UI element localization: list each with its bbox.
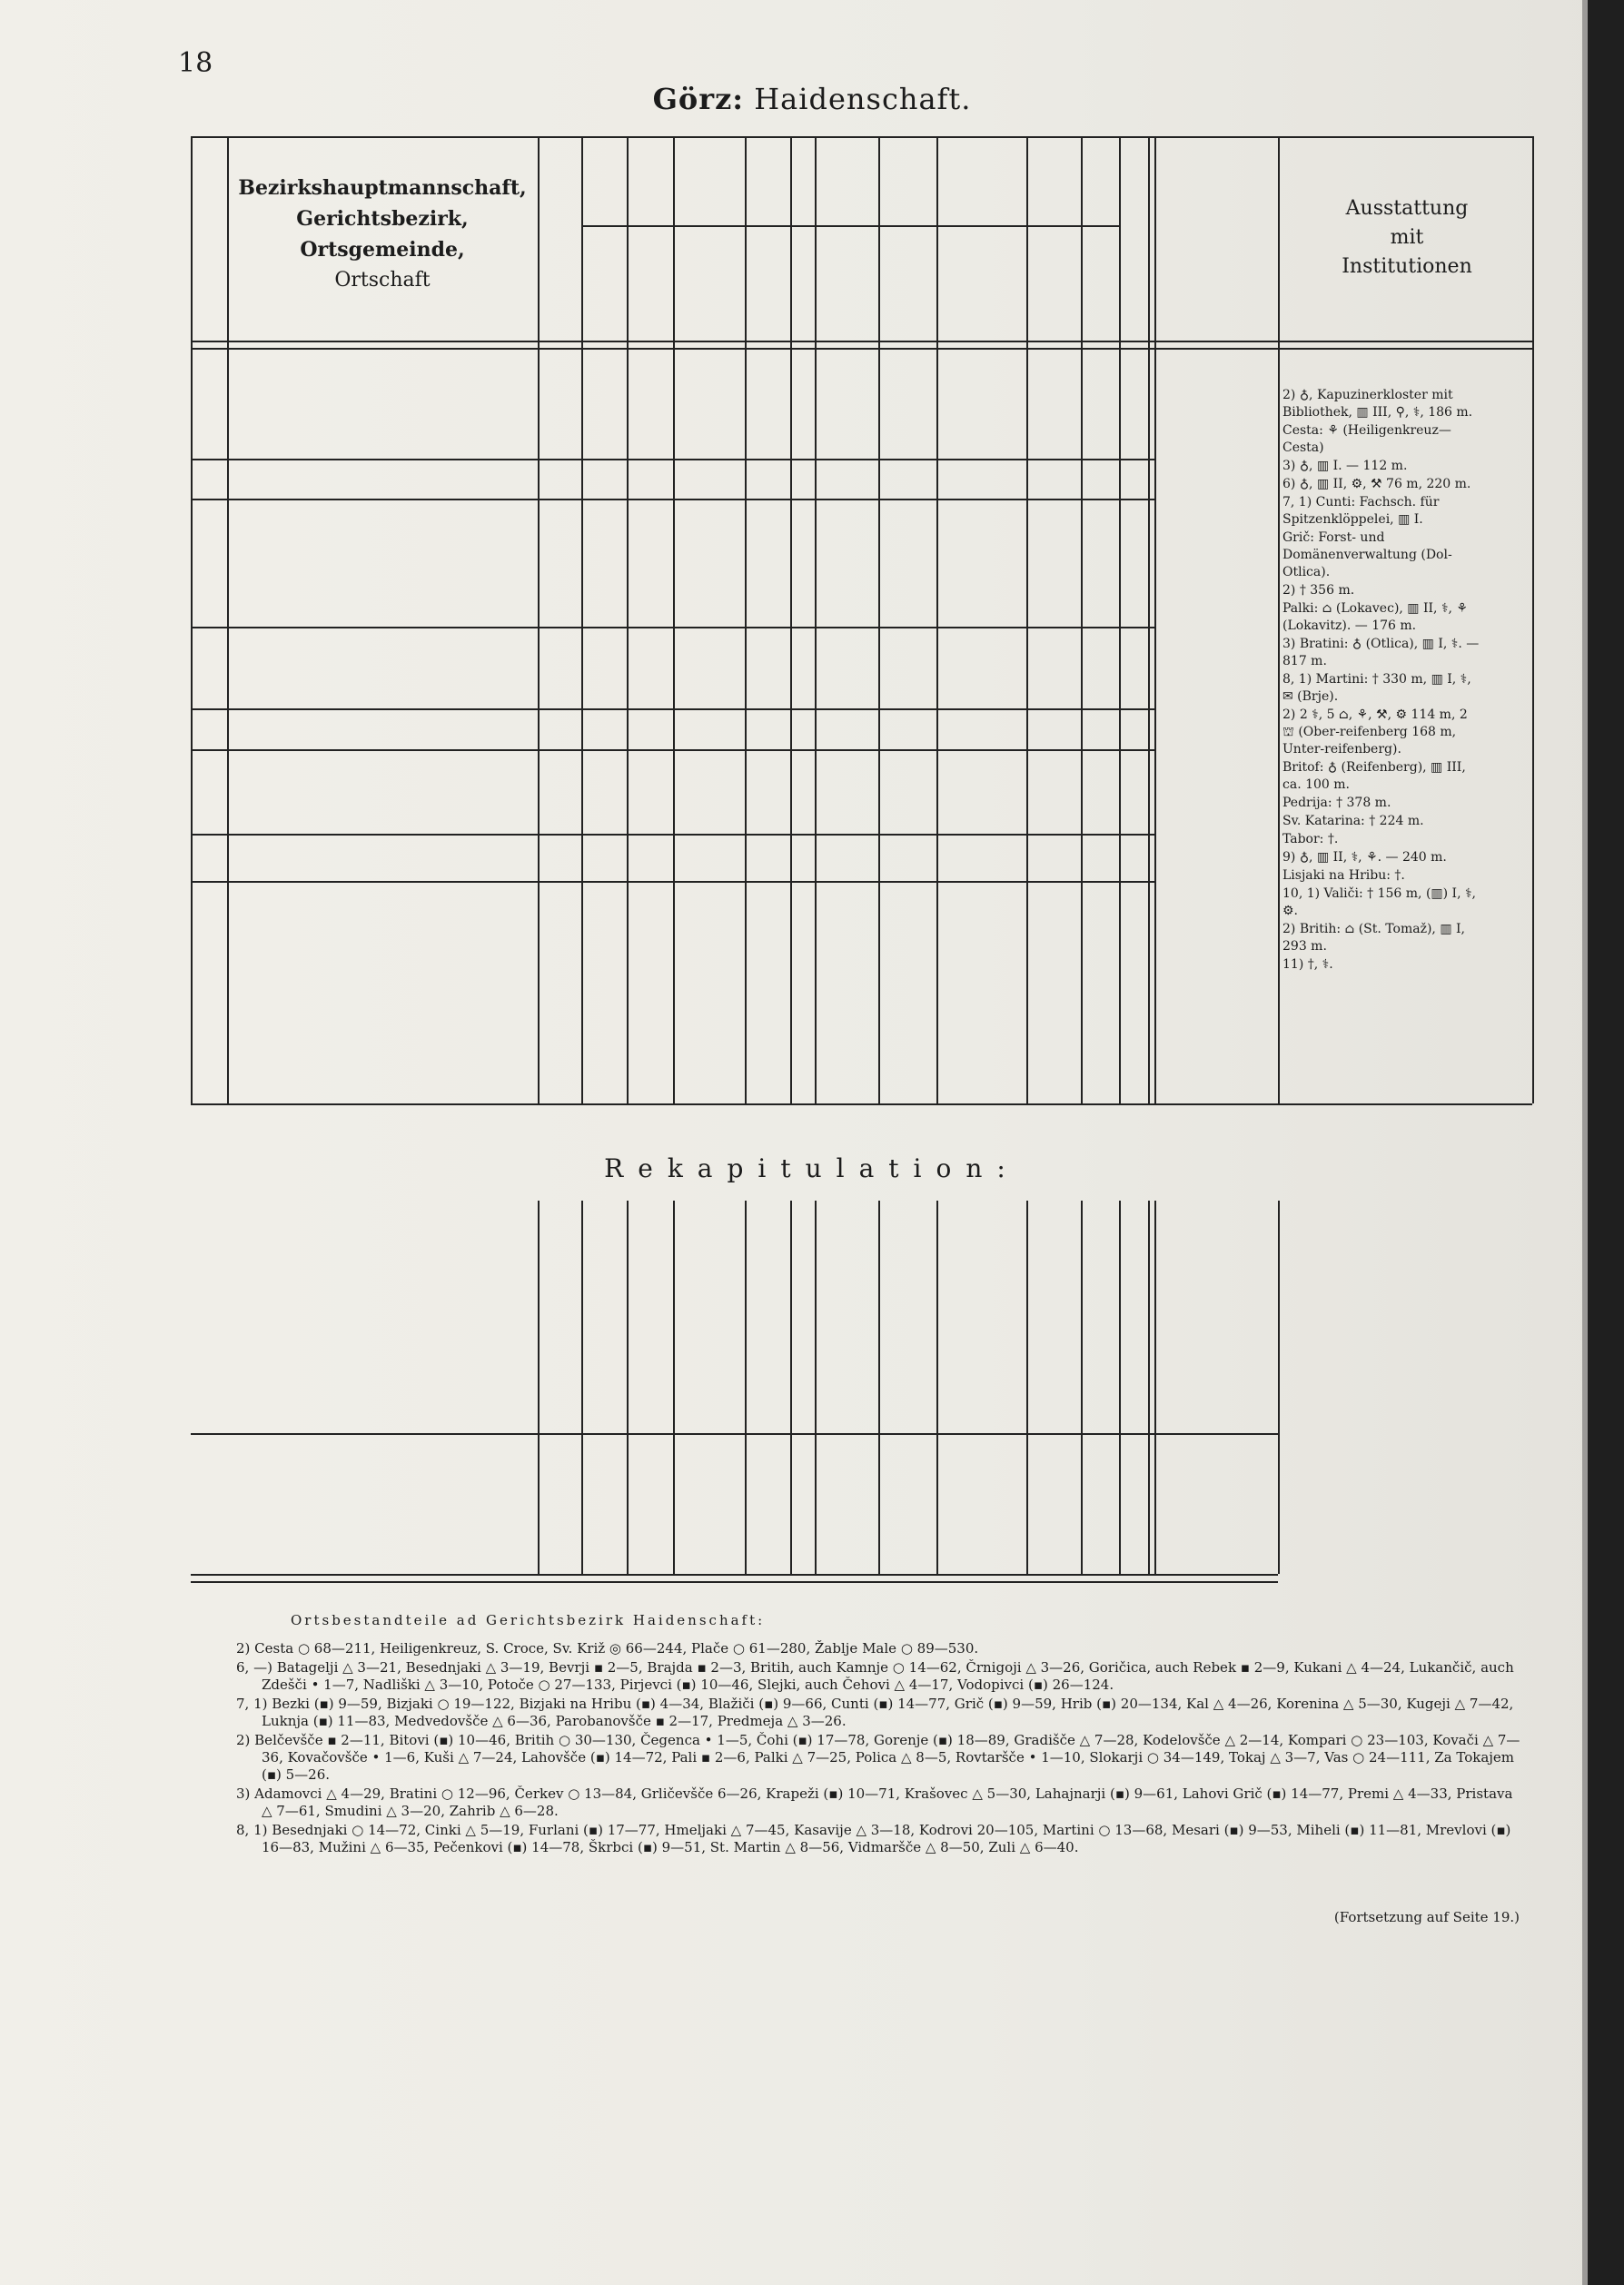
recap-column-rule [538, 1201, 540, 1574]
running-head-rest: Haidenschaft. [754, 82, 972, 116]
header-conf-sub [754, 241, 774, 331]
column-rule [673, 136, 675, 1103]
header-bottom-rule-2 [191, 348, 1278, 350]
institution-note: 3) ♁, ▥ I. — 112 m. [1282, 459, 1408, 473]
header-district-line: Gerichtsbezirk, [296, 207, 469, 231]
inst-top-rule [1278, 136, 1532, 138]
recap-column-rule [1148, 1201, 1150, 1574]
header-pop-sub [639, 241, 661, 331]
recap-column-rule [673, 1201, 675, 1574]
header-lang-sub [836, 241, 861, 331]
group-rule [191, 459, 1154, 460]
group-rule [191, 499, 1154, 500]
institution-note: 2) † 356 m. [1282, 583, 1355, 598]
institution-note: 3) Bratini: ♁ (Otlica), ▥ I, ⚕. — 817 m. [1282, 637, 1480, 668]
column-rule [1119, 136, 1121, 1103]
institution-note: 2) Britih: ⌂ (St. Tomaž), ▥ I, 293 m. [1282, 922, 1465, 954]
footnote-entry: 8, 1) Besednjaki ○ 14—72, Cinki △ 5—19, Furlani (▪) 17—77, Hmeljaki △ 7—45, Kasavije △ 3—18, Kodrovi 20—105, Martini ○ 13—68, Mesari (▪) 9—53, Miheli (▪) 11—81, Mrevlovi (▪) 16—83, Mužini △ 6—35, Pečenkovi (▪) 14—78, Škrbci (▪) 9—51, St. Martin △ 8—56, Vidmaršče △ 8—50, Zuli △ 6—40. [236, 1822, 1511, 1855]
institution-note: Sv. Katarina: † 224 m. [1282, 814, 1424, 828]
institution-note: 9) ♁, ▥ II, ⚕, ⚘. — 240 m. [1282, 850, 1447, 865]
institution-note: 2) 2 ⚕, 5 ⌂, ⚘, ⚒, ⚙ 114 m, 2 ⛫ (Ober-reifenberg 168 m, Unter-reifenberg). [1282, 707, 1468, 757]
footnotes-title: Ortsbestandteile ad Gerichtsbezirk Haidenschaft: [291, 1612, 766, 1628]
recap-column-rule [1154, 1201, 1156, 1574]
recap-title: Rekapitulation: [604, 1153, 1020, 1183]
header-houses [1124, 236, 1148, 327]
recap-column-rule [627, 1201, 629, 1574]
recap-column-rule [1119, 1201, 1121, 1574]
header-conf-sub [799, 241, 819, 331]
institution-note: Pedrija: † 378 m. [1282, 796, 1391, 810]
column-rule [878, 136, 880, 1103]
column-rule [581, 136, 583, 1103]
column-rule [538, 136, 540, 1103]
column-rule [1026, 136, 1028, 1103]
group-rule [191, 881, 1154, 883]
header-institutions-line: Institutionen [1342, 255, 1472, 278]
recap-bottom-rule-2 [191, 1581, 1278, 1583]
institution-note: 8, 1) Martini: † 330 m, ▥ I, ⚕, ✉ (Brje). [1282, 672, 1471, 704]
header-lfd-nummer [194, 142, 225, 332]
institution-note: Tabor: †. [1282, 832, 1339, 846]
footnote-list [236, 1640, 1526, 1856]
recap-column-rule [878, 1201, 880, 1574]
institution-note: Palki: ⌂ (Lokavec), ▥ II, ⚕, ⚘ (Lokavitz). — 176 m. [1282, 601, 1468, 633]
inst-right-rule [1532, 136, 1534, 1103]
footnotes [236, 1612, 1526, 1858]
column-rule [627, 136, 629, 1103]
recap-column-rule [790, 1201, 792, 1574]
institution-note: 11) †, ⚕. [1282, 957, 1333, 972]
institution-note: Lisjaki na Hribu: †. [1282, 868, 1405, 883]
running-head [0, 82, 1624, 116]
language-subrule [815, 225, 1119, 227]
institution-notes [1282, 387, 1482, 974]
header-institutions-line: mit [1390, 226, 1424, 249]
header-institutions [1154, 194, 1624, 282]
table-bottom-rule [191, 1103, 1278, 1105]
running-head-bold: Görz: [652, 82, 745, 116]
group-rule [191, 749, 1154, 751]
institution-note: 2) ♁, Kapuzinerkloster mit Bibliothek, ▥ III, ⚲, ⚕, 186 m. [1282, 388, 1473, 420]
header-institutions-line: Ausstattung [1345, 197, 1469, 220]
table-top-rule [191, 136, 1278, 138]
inst-head-rule [1278, 341, 1532, 342]
inst-bottom-rule [1278, 1103, 1532, 1105]
population-subrule [581, 225, 745, 227]
continued-note: (Fortsetzung auf Seite 19.) [1333, 1909, 1520, 1925]
group-rule [191, 834, 1154, 836]
institution-note: 6) ♁, ▥ II, ⚙, ⚒ 76 m, 220 m. [1282, 477, 1471, 491]
column-rule [191, 136, 193, 1103]
column-rule [936, 136, 938, 1103]
footnote-entry: 2) Cesta ○ 68—211, Heiligenkreuz, S. Croce, Sv. Križ ◎ 66—244, Plače ○ 61—280, Žablje Male ○ 89—530. [236, 1640, 979, 1657]
header-lang-sub [1089, 241, 1114, 331]
recap-column-rule [1081, 1201, 1083, 1574]
header-district-line: Ortsgemeinde, [300, 238, 465, 262]
header-area [545, 145, 576, 327]
header-district-line: Bezirkshauptmannschaft, [238, 176, 527, 200]
recap-column-rule [745, 1201, 747, 1574]
institution-note: Cesta: ⚘ (Heiligenkreuz—Cesta) [1282, 423, 1451, 455]
institution-note: 7, 1) Cunti: Fachsch. für Spitzenklöppelei, ▥ I. [1282, 495, 1440, 527]
column-rule [745, 136, 747, 1103]
column-rule [1081, 136, 1083, 1103]
header-pop-sub [594, 241, 616, 331]
recap-column-rule [936, 1201, 938, 1574]
recap-column-rule [815, 1201, 817, 1574]
recap-sum-rule [191, 1433, 1278, 1435]
group-rule [191, 627, 1154, 628]
recap-column-rule [1026, 1201, 1028, 1574]
footnote-entry: 6, —) Batagelji △ 3—21, Besednjaki △ 3—19, Bevrji ▪ 2—5, Brajda ▪ 2—3, Britih, auch Kamnje ○ 14—62, Črnigoji △ 3—26, Goričica, auch Rebek ▪ 2—9, Kukani △ 4—24, Lukančič, auch Zdešči • 1—7, Nadliški △ 3—10, Potoče ○ 27—133, Pirjevci (▪) 10—46, Slejki, auch Čehovi △ 4—17, Vodopivci (▪) 26—124. [236, 1659, 1514, 1693]
header-bottom-rule [191, 341, 1278, 342]
footnote-entry: 2) Belčevšče ▪ 2—11, Bitovi (▪) 10—46, Britih ○ 30—130, Čegenca • 1—5, Čohi (▪) 17—78, Gorenje (▪) 18—89, Gradišče △ 7—28, Kodelovšče △ 2—14, Kompari ○ 23—103, Kovači △ 7—36, Kovačovšče • 1—6, Kuši △ 7—24, Lahovšče (▪) 14—72, Pali ▪ 2—6, Palki △ 7—25, Polica △ 8—5, Rovtaršče • 1—10, Slokarji ○ 34—149, Tokaj △ 3—7, Vas ○ 24—111, Za Tokajem (▪) 5—26. [236, 1732, 1520, 1783]
header-lang-sub [1043, 241, 1068, 331]
recap-column-rule [1278, 1201, 1280, 1574]
recap-column-rule [581, 1201, 583, 1574]
header-lang-sub [896, 241, 922, 331]
institution-note: 10, 1) Valiči: † 156 m, (▥) I, ⚕, ⚙. [1282, 886, 1477, 918]
header-pop-sub [686, 241, 708, 331]
institution-note: Grič: Forst- und Domänenverwaltung (Dol-Otlica). [1282, 530, 1452, 579]
footnote-entry: 3) Adamovci △ 4—29, Bratini ○ 12—96, Čerkev ○ 13—84, Grličevšče 6—26, Krapeži (▪) 10—71, Krašovec △ 5—30, Lahajnarji (▪) 9—61, Lahovi Grič (▪) 14—77, Premi △ 4—33, Pristava △ 7—61, Smudini △ 3—20, Zahrib △ 6—28. [236, 1785, 1513, 1819]
institution-note: Britof: ♁ (Reifenberg), ▥ III, ca. 100 m. [1282, 760, 1466, 792]
column-rule [1148, 136, 1150, 1103]
header-lang-sub [971, 241, 996, 331]
header-district-line: Ortschaft [334, 269, 431, 292]
recap-bottom-rule [191, 1574, 1278, 1576]
confession-subrule [745, 225, 815, 227]
inst-head-rule-2 [1278, 348, 1532, 350]
header-district [227, 173, 538, 296]
book-spine-edge [1582, 0, 1588, 2285]
page-number: 18 [178, 47, 213, 79]
book-spine [1588, 0, 1624, 2285]
group-rule [191, 708, 1154, 710]
footnote-entry: 7, 1) Bezki (▪) 9—59, Bizjaki ○ 19—122, Bizjaki na Hribu (▪) 4—34, Blažiči (▪) 9—66, Cunti (▪) 14—77, Grič (▪) 9—59, Hrib (▪) 20—134, Kal △ 4—26, Korenina △ 5—30, Kugeji △ 7—42, Luknja (▪) 11—83, Medvedovšče △ 6—36, Parobanovšče ▪ 2—17, Predmeja △ 3—26. [236, 1696, 1514, 1729]
column-rule [790, 136, 792, 1103]
